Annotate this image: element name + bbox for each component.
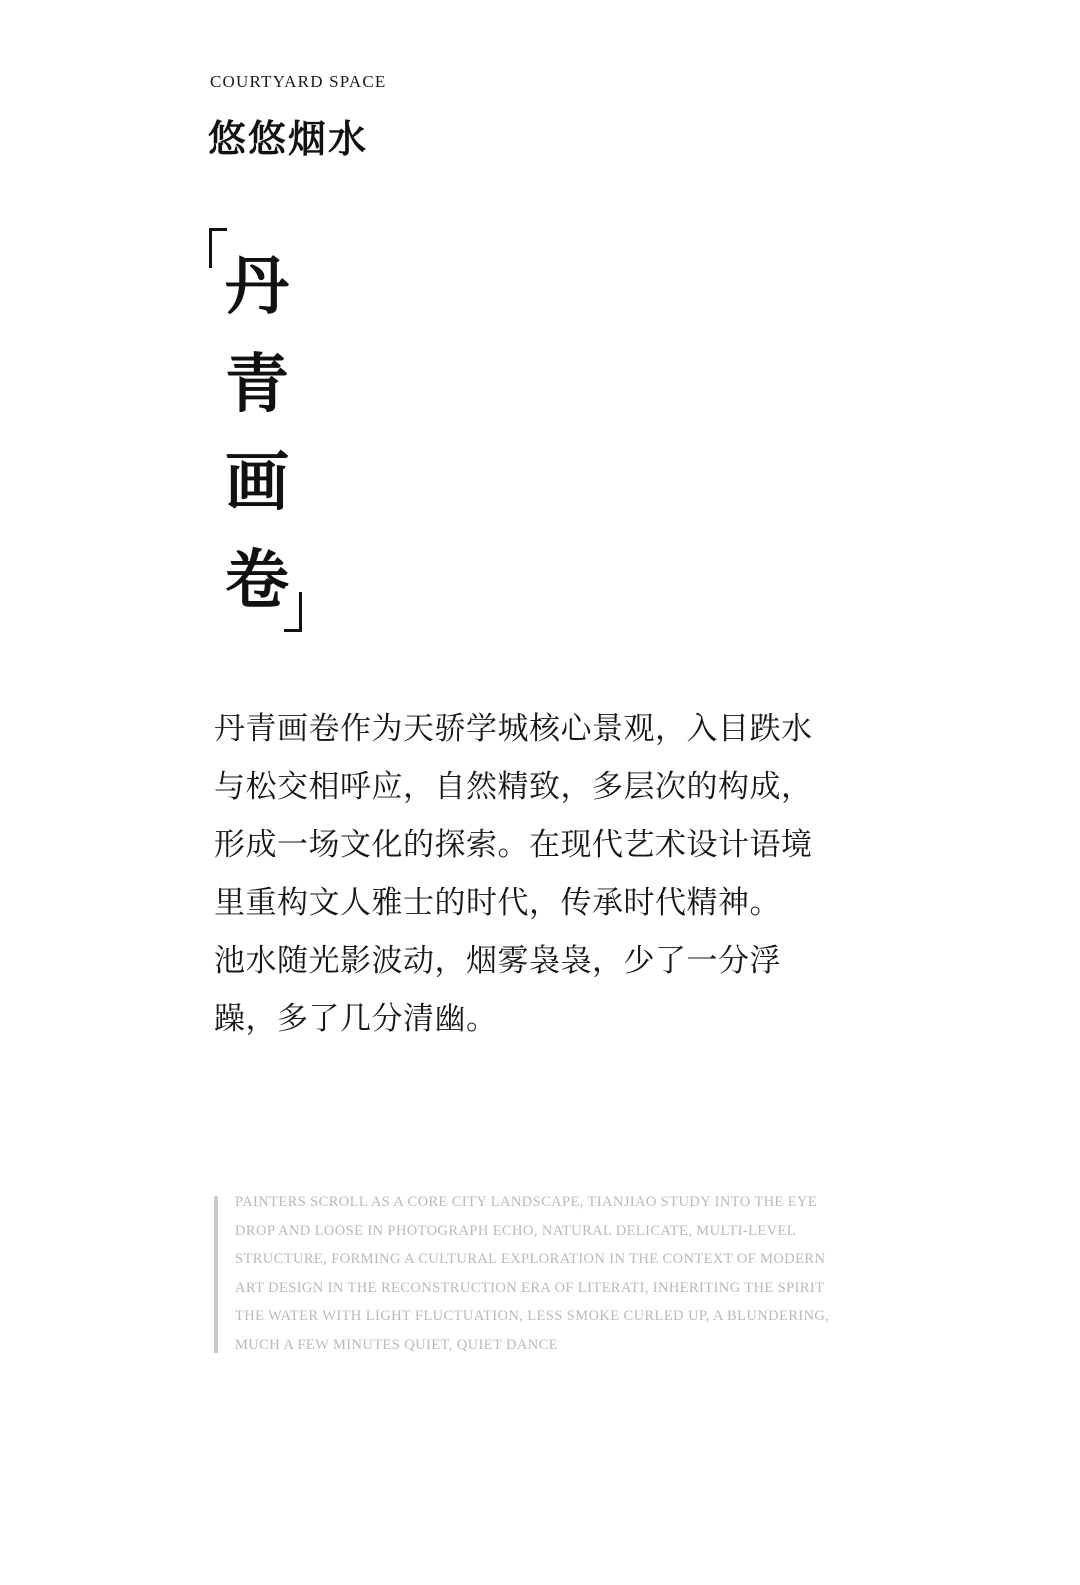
- body-paragraph-2: 池水随光影波动，烟雾袅袅，少了一分浮躁，多了几分清幽。: [214, 943, 781, 1037]
- title-char: 青: [225, 347, 289, 422]
- body-paragraph-1: 丹青画卷作为天骄学城核心景观，入目跌水与松交相呼应，自然精致，多层次的构成，形成一场文化的探索。在现代艺术设计语境里重构文人雅士的时代，传承时代精神。: [214, 711, 813, 921]
- body-text: [214, 700, 834, 1048]
- english-quote-text: PAINTERS SCROLL AS A CORE CITY LANDSCAPE, TIANJIAO STUDY INTO THE EYE DROP AND LOOSE IN PHOTOGRAPH ECHO, NATURAL DELICATE, MULTI-LEVEL STRUCTURE, FORMING A CULTURAL EXPLORATION IN THE CONTEXT OF MODERN ART DESIGN IN THE RECONSTRUCTION ERA OF LITERATI, INHERITING THE SPIRIT THE WATER WITH LIGHT FLUCTUATION, LESS SMOKE CURLED UP, A BLUNDERING, MUCH A FEW MINUTES QUIET, QUIET DANCE: [235, 1194, 830, 1353]
- section-title: 悠悠烟水: [208, 116, 369, 161]
- title-char: 卷: [225, 543, 289, 618]
- vertical-title: [222, 238, 292, 630]
- english-quote-block: [214, 1196, 844, 1353]
- title-char: 画: [225, 445, 289, 520]
- close-corner-bracket: [284, 592, 302, 632]
- title-char: 丹: [225, 249, 289, 324]
- section-label: COURTYARD SPACE: [210, 72, 387, 91]
